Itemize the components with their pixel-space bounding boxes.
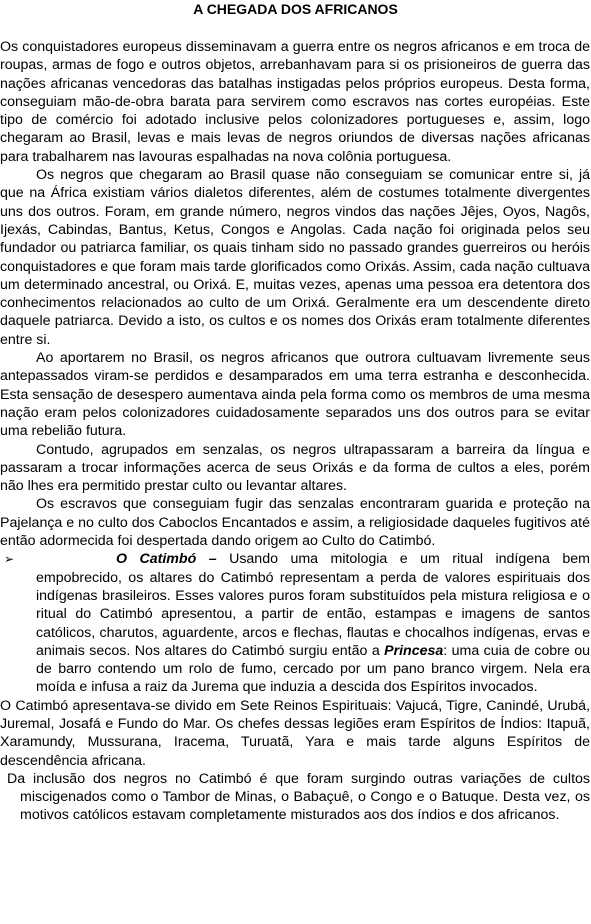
bullet-text-part2: : uma cuia de cobre ou de barro contendo um rolo de fumo, cercado por um pano branco virgem. Nela era moída e infusa a raiz da Jurema que induzia a descida dos Espíritos invocados. [36,642,590,696]
document-title: A CHEGADA DOS AFRICANOS [193,1,398,17]
bullet-text-part1: Usando uma mitologia e um ritual indígena bem empobrecido, os altares do Catimbó representam a perda de valores espirituais dos indígenas brasileiros. Esses valores puros foram substituídos pela mistura religiosa e o ritual do Catimbó apresentou, a partir de então, estampas e imagens de santos católicos, charutos, aguardente, arcos e flechas, flautas e chocalhos indígenas, ervas e animais secos. Nos altares do Catimbó surgiu então a [36,551,590,659]
bullet-catimbo [0,550,591,696]
bullet-emphasis: Princesa [384,642,444,659]
paragraph-arrival: Ao aportarem no Brasil, os negros africanos que outrora cultuavam livremente seus antepassados viram-se perdidos e desamparados em uma terra estranha e desconhecida. Esta sensação de desespero aumentava ainda pela forma como os membros de uma mesma nação eram pelos colonizadores cuidadosamente separados uns dos outros para se evitar uma rebelião futura. [0,350,590,440]
arrow-bullet-icon: ➢ [4,552,15,567]
paragraph-intro: Os conquistadores europeus disseminavam a guerra entre os negros africanos e em troca de roupas, armas de fogo e outros objetos, arrebanhavam para si os prisioneiros de guerra das nações africanas vencedoras das batalhas instigadas pelos próprios europeus. Desta forma, conseguiam mão-de-obra barata para servirem como escravos nas cortes européias. Este tipo de comércio foi adotado inclusive pelos colonizadores portugueses e, assim, logo chegaram ao Brasil, levas e mais levas de negros oriundos de diversas nações africanas para trabalharem nas lavouras espalhadas na nova colônia portuguesa. [0,39,590,165]
paragraph-senzalas: Contudo, agrupados em senzalas, os negros ultrapassaram a barreira da língua e passaram a trocar informações acerca de seus Orixás e da forma de cultos a eles, porém não lhes era permitido prestar culto ou levantar altares. [0,441,590,495]
paragraph-reinos: O Catimbó apresentava-se divido em Sete Reinos Espirituais: Vajucá, Tigre, Canindé, Urubá, Juremal, Josafá e Fundo do Mar. Os chefes dessas legiões eram Espíritos de Índios: Itapuã, Xaramundy, Mussurana, Iracema, Turuatã, Yara e mais tarde alguns Espíritos de descendência africana. [0,697,590,769]
paragraph-nations: Os negros que chegaram ao Brasil quase não conseguiam se comunicar entre si, já que na África existiam vários dialetos diferentes, além de costumes totalmente divergentes uns dos outros. Foram, em grande número, negros vindos das nações Jêjes, Oyos, Nagôs, Ijexás, Cabindas, Bantus, Ketus, Congos e Angolas. Cada nação foi originada pelos seu fundador ou patriarca familiar, os quais tinham sido no passado grandes guerreiros ou heróis conquistadores e que foram mais tarde glorificados como Orixás. Assim, cada nação cultuava um determinado ancestral, ou Orixá. E, muitas vezes, apenas uma pessoa era detentora dos conhecimentos relacionados ao culto de um Orixá. Geralmente era um descendente direto daquele patriarca. Devido a isto, os cultos e os nomes dos Orixás eram totalmente diferentes entre si. [0,167,590,348]
spacer [0,19,591,38]
paragraph-escravos: Os escravos que conseguiam fugir das senzalas encontraram guarida e proteção na Pajelança e no culto dos Caboclos Encantados e assim, a religiosidade daqueles fugitivos até então adormecida foi despertada dando origem ao Culto do Catimbó. [0,496,590,550]
paragraph-final: Da inclusão dos negros no Catimbó é que foram surgindo outras variações de cultos miscigenados como o Tambor de Minas, o Babaçuê, o Congo e o Batuque. Desta vez, os motivos católicos estavam completamente misturados aos dos índios e dos africanos. [7,770,590,824]
bullet-heading: O Catimbó – [116,551,217,568]
